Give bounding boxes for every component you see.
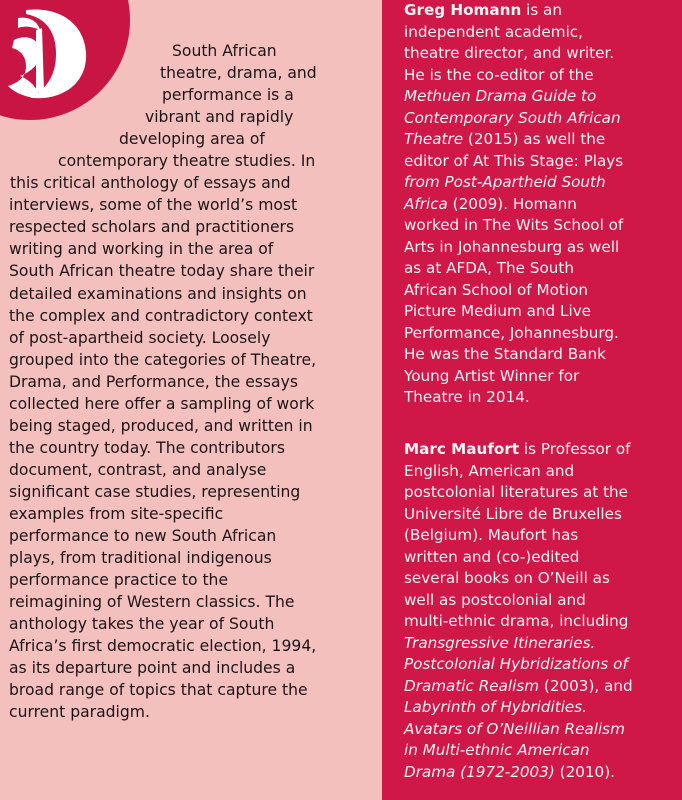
bio-line: several books on O’Neill as bbox=[404, 569, 610, 587]
description-line: anthology takes the year of South bbox=[9, 615, 275, 634]
bio-line: English, American and bbox=[404, 461, 575, 480]
description-line: Africa’s first democratic election, 1994, bbox=[9, 637, 317, 656]
description-line: collected here offer a sampling of work bbox=[9, 394, 315, 413]
description-line: grouped into the categories of Theatre, bbox=[9, 350, 317, 369]
description-line: South African bbox=[172, 42, 277, 60]
description-line: performance practice to the bbox=[9, 571, 229, 590]
book-title: Postcolonial Hybridizations of bbox=[404, 655, 628, 673]
book-description bbox=[0, 40, 382, 723]
bio-line: written and (co-)edited bbox=[404, 547, 580, 566]
book-title: Methuen Drama Guide to bbox=[404, 87, 597, 105]
bio-line: multi-ethnic drama, including bbox=[404, 612, 629, 630]
bio-line: He is the co-editor of the bbox=[404, 65, 594, 84]
author-name: Greg Homann bbox=[404, 1, 522, 19]
description-line: writing and working in the area of bbox=[9, 240, 274, 259]
bio-text: (2010). bbox=[554, 762, 615, 781]
description-line: reimagining of Western classics. The bbox=[9, 593, 295, 612]
book-title: Labyrinth of Hybridities. bbox=[404, 698, 587, 716]
description-line: respected scholars and practitioners bbox=[9, 218, 295, 237]
bio-text: is an bbox=[521, 1, 562, 19]
bio-line: (Belgium). Maufort has bbox=[404, 526, 579, 544]
description-line: theatre, drama, and bbox=[160, 64, 317, 83]
bio-line: theatre director, and writer. bbox=[404, 44, 615, 62]
description-line: vibrant and rapidly bbox=[145, 108, 294, 127]
description-line: broad range of topics that capture the bbox=[9, 681, 308, 700]
description-line: this critical anthology of essays and bbox=[10, 174, 291, 193]
book-title: in Multi-ethnic American bbox=[404, 741, 590, 759]
bio-line: postcolonial literatures at the bbox=[404, 483, 629, 501]
book-title: Dramatic Realism bbox=[404, 676, 540, 695]
description-line: the complex and contradictory context bbox=[9, 306, 313, 325]
book-title: Africa bbox=[404, 194, 448, 213]
description-line: detailed examinations and insights on bbox=[9, 284, 307, 303]
bio-text: (2015) as well the bbox=[463, 130, 606, 148]
description-line: of post-apartheid society. Loosely bbox=[9, 328, 271, 347]
description-line: being staged, produced, and written in bbox=[9, 416, 313, 435]
bio-line: Theatre in 2014. bbox=[404, 388, 530, 406]
bio-line: Université Libre de Bruxelles bbox=[404, 504, 622, 523]
description-line: examples from site-specific bbox=[9, 504, 224, 523]
description-line: plays, from traditional indigenous bbox=[9, 549, 272, 568]
author-name: Marc Maufort bbox=[404, 440, 520, 458]
description-line: developing area of bbox=[119, 130, 265, 149]
description-line: as its departure point and includes a bbox=[9, 659, 296, 678]
book-title: Contemporary South African bbox=[404, 108, 621, 127]
bio-line: African School of Motion bbox=[404, 280, 588, 299]
book-title: Theatre bbox=[404, 130, 464, 148]
description-line: the country today. The contributors bbox=[9, 438, 285, 457]
bio-line: Performance, Johannesburg. bbox=[404, 323, 619, 342]
bio-line: Young Artist Winner for bbox=[404, 366, 580, 385]
description-line: Drama, and Performance, the essays bbox=[9, 372, 298, 391]
bio-line: editor of At This Stage: Plays bbox=[404, 151, 624, 170]
bio-line: well as postcolonial and bbox=[404, 590, 586, 609]
bio-text: is Professor of bbox=[519, 440, 631, 458]
description-line: document, contrast, and analyse bbox=[9, 460, 267, 479]
book-title: from Post-Apartheid South bbox=[404, 173, 606, 191]
description-line: significant case studies, representing bbox=[9, 482, 301, 501]
description-line: current paradigm. bbox=[9, 703, 150, 722]
book-title: Avatars of O’Neillian Realism bbox=[404, 719, 625, 738]
description-line: performance is a bbox=[162, 86, 294, 105]
bio-line: He was the Standard Bank bbox=[404, 345, 606, 363]
bio-line: Arts in Johannesburg as well bbox=[404, 237, 620, 256]
book-title: Drama (1972-2003) bbox=[404, 762, 555, 781]
description-line: contemporary theatre studies. In bbox=[58, 152, 316, 171]
bio-line: worked in The Wits School of bbox=[404, 216, 624, 234]
bio-line: independent academic, bbox=[404, 22, 583, 41]
author-bios-panel bbox=[382, 0, 682, 800]
author-bio-homann bbox=[404, 0, 682, 409]
description-line: South African theatre today share their bbox=[9, 262, 315, 281]
book-title: Transgressive Itineraries. bbox=[404, 633, 596, 652]
bio-text: (2003), and bbox=[539, 676, 633, 695]
bio-line: Picture Medium and Live bbox=[404, 302, 592, 320]
bio-text: (2009). Homann bbox=[447, 194, 577, 213]
description-line: performance to new South African bbox=[9, 527, 277, 546]
description-line: interviews, some of the world’s most bbox=[9, 196, 298, 215]
author-bio-maufort bbox=[404, 439, 682, 783]
bio-line: as at AFDA, The South bbox=[404, 259, 574, 277]
